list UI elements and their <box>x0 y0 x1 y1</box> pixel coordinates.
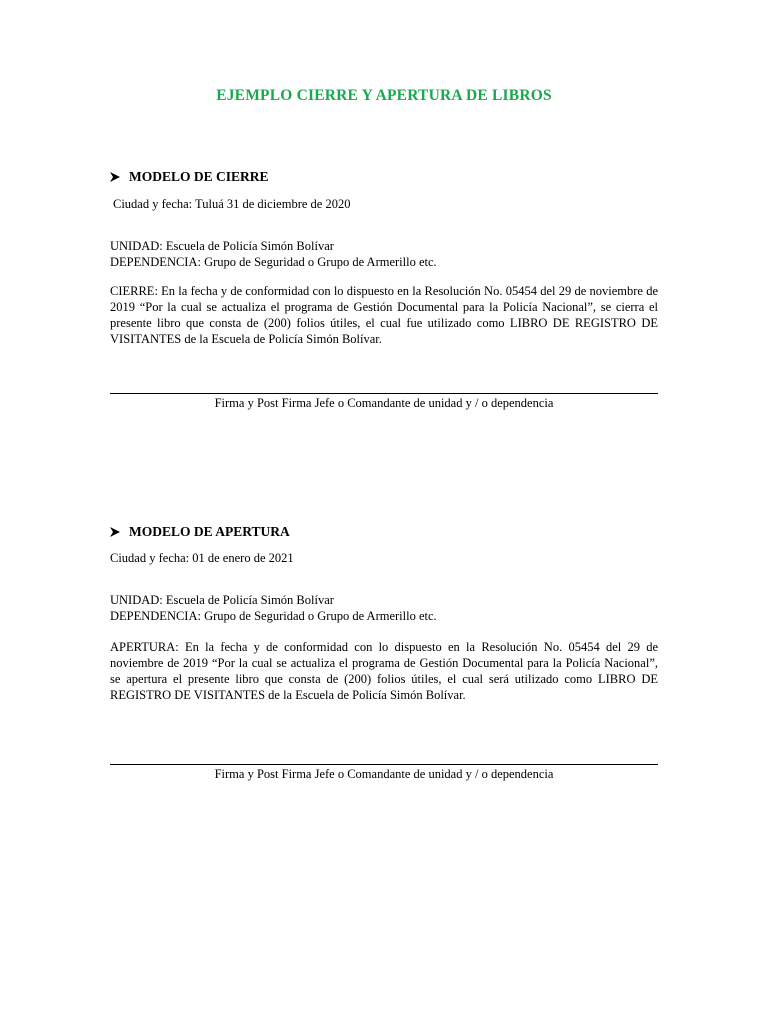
apertura-dependencia: DEPENDENCIA: Grupo de Seguridad o Grupo de Armerillo etc. <box>110 609 437 623</box>
apertura-unidad: UNIDAD: Escuela de Policía Simón Bolívar <box>110 593 334 607</box>
page-title: EJEMPLO CIERRE Y APERTURA DE LIBROS <box>216 87 552 104</box>
section-heading-label: MODELO DE CIERRE <box>129 169 269 184</box>
apertura-signature-line <box>110 764 658 765</box>
cierre-dependencia: DEPENDENCIA: Grupo de Seguridad o Grupo de Armerillo etc. <box>110 255 437 269</box>
apertura-signature-caption: Firma y Post Firma Jefe o Comandante de unidad y / o dependencia <box>214 767 554 781</box>
apertura-date-line: Ciudad y fecha: 01 de enero de 2021 <box>110 551 294 565</box>
section-heading-cierre <box>110 169 269 185</box>
cierre-signature-caption: Firma y Post Firma Jefe o Comandante de unidad y / o dependencia <box>214 396 554 410</box>
cierre-date-line: Ciudad y fecha: Tuluá 31 de diciembre de 2020 <box>113 197 351 211</box>
cierre-body: CIERRE: En la fecha y de conformidad con lo dispuesto en la Resolución No. 05454 del 29 de noviembre de 2019 “Por la cual se actualiza el programa de Gestión Documental para la Policía Nacional”, se cierra el presente libro que consta de (200) folios útiles, el cual fue utilizado como LIBRO DE REGISTRO DE VISITANTES de la Escuela de Policía Simón Bolívar. <box>110 284 658 346</box>
cierre-unidad: UNIDAD: Escuela de Policía Simón Bolívar <box>110 239 334 253</box>
apertura-body: APERTURA: En la fecha y de conformidad con lo dispuesto en la Resolución No. 05454 del 29 de noviembre de 2019 “Por la cual se actualiza el programa de Gestión Documental para la Policía Nacional”, se apertura el presente libro que consta de (200) folios útiles, el cual será utilizado como LIBRO DE REGISTRO DE VISITANTES de la Escuela de Policía Simón Bolívar. <box>110 640 658 702</box>
section-heading-label: MODELO DE APERTURA <box>129 524 290 539</box>
arrowhead-bullet-icon <box>110 172 120 182</box>
cierre-signature-line <box>110 393 658 394</box>
arrowhead-bullet-icon <box>110 527 120 537</box>
section-heading-apertura <box>110 524 290 540</box>
